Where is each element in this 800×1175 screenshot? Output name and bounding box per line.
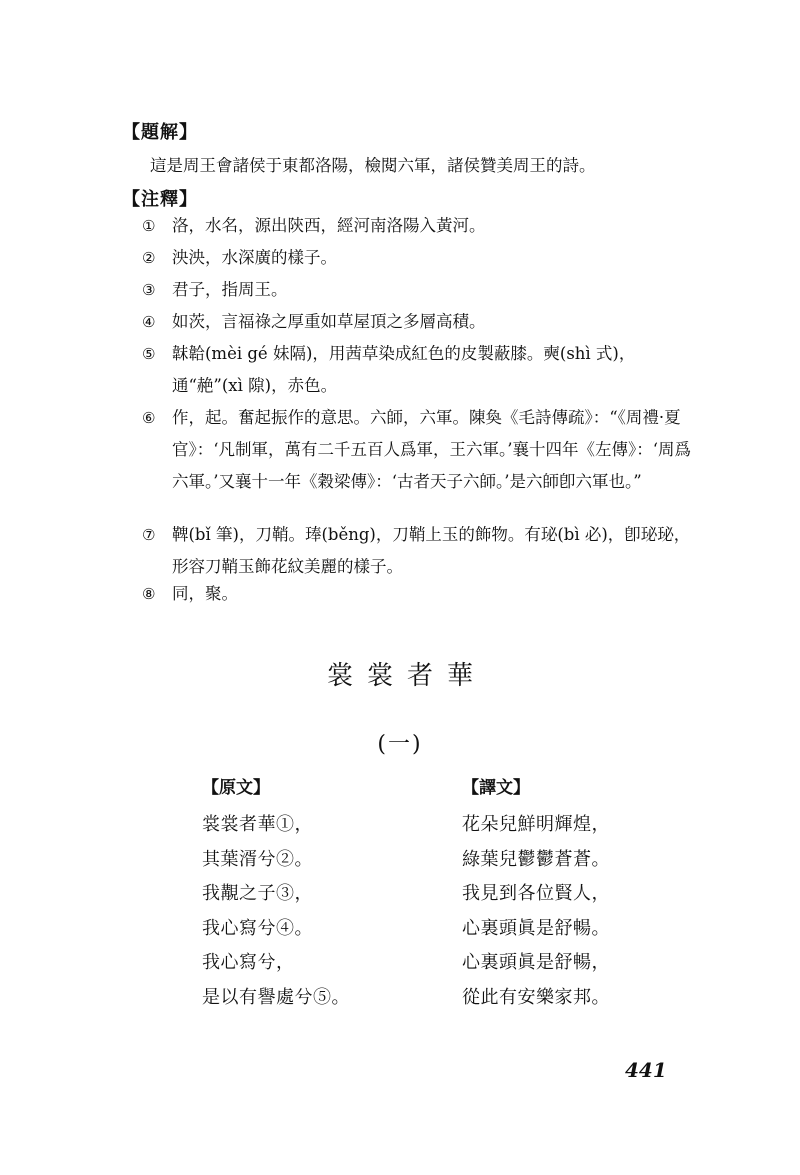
translation-line: 花朵兒鮮明輝煌，: [462, 814, 610, 835]
notes-heading: 【注釋】: [122, 189, 198, 210]
note-item: [142, 274, 702, 306]
translation-line: 心裏頭眞是舒暢，: [462, 952, 610, 973]
note-number: ⑤: [142, 345, 156, 363]
note-text: 如茨，言福祿之厚重如草屋頂之多層高積。: [172, 312, 486, 331]
translation-line: 心裏頭眞是舒暢。: [462, 917, 610, 939]
note-item: [142, 306, 702, 338]
translation-heading: 【譯文】: [462, 778, 530, 798]
note-item: [142, 519, 702, 583]
note-text: 泱泱，水深廣的樣子。: [172, 248, 337, 267]
note-number: ①: [142, 217, 156, 235]
original-line: 我心寫兮④。: [202, 917, 313, 939]
original-line: 是以有譽處兮⑤。: [202, 986, 350, 1008]
translation-line: 我見到各位賢人，: [462, 883, 610, 904]
note-item: [142, 402, 702, 498]
original-heading: 【原文】: [202, 778, 270, 798]
note-number: ⑦: [142, 526, 156, 544]
note-number: ③: [142, 281, 156, 299]
note-text: 洛，水名，源出陝西，經河南洛陽入黃河。: [172, 216, 486, 235]
note-item: [142, 578, 702, 610]
note-number: ⑧: [142, 585, 156, 603]
note-text: 韎韐(mèi gé 妹隔)，用茜草染成紅色的皮製蔽膝。奭(shì 式)，通“赩”(xì 隙)，赤色。: [172, 344, 636, 395]
translation-column: [462, 776, 610, 1015]
note-text: 君子，指周王。: [172, 280, 288, 299]
poem-title: 裳裳者華: [326, 661, 487, 691]
translation-line: 綠葉兒鬱鬱蒼蒼。: [462, 848, 610, 870]
jieti-heading: 【題解】: [122, 122, 198, 143]
original-line: 我覯之子③，: [202, 883, 313, 904]
note-text: 鞞(bǐ 筆)，刀鞘。琫(běng)，刀鞘上玉的飾物。有珌(bì 必)，卽珌珌，形容刀鞘玉飾花紋美麗的樣子。: [172, 525, 691, 576]
note-number: ②: [142, 249, 156, 267]
note-item: [142, 210, 702, 242]
note-text: 同，聚。: [172, 584, 238, 603]
jieti-text: 這是周王會諸侯于東都洛陽，檢閱六軍，諸侯贊美周王的詩。: [150, 156, 596, 175]
original-line: 裳裳者華①，: [202, 814, 313, 835]
poem-section-number: (一): [377, 732, 423, 757]
translation-line: 從此有安樂家邦。: [462, 986, 610, 1008]
original-column: [202, 776, 350, 1015]
note-number: ⑥: [142, 409, 156, 427]
original-line: 我心寫兮，: [202, 952, 295, 973]
note-number: ④: [142, 313, 156, 331]
page-number: 441: [625, 1058, 667, 1082]
note-text: 作，起。奮起振作的意思。六師，六軍。陳奐《毛詩傳疏》：“《周禮·夏官》：‘凡制軍，萬有二千五百人爲軍，王六軍。’襄十四年《左傳》：‘周爲六軍。’又襄十一年《穀梁傳》：‘古者天子六師。’是六師卽六軍也。”: [172, 408, 691, 491]
original-line: 其葉湑兮②。: [202, 848, 313, 870]
note-item: [142, 338, 702, 402]
note-item: [142, 242, 702, 274]
